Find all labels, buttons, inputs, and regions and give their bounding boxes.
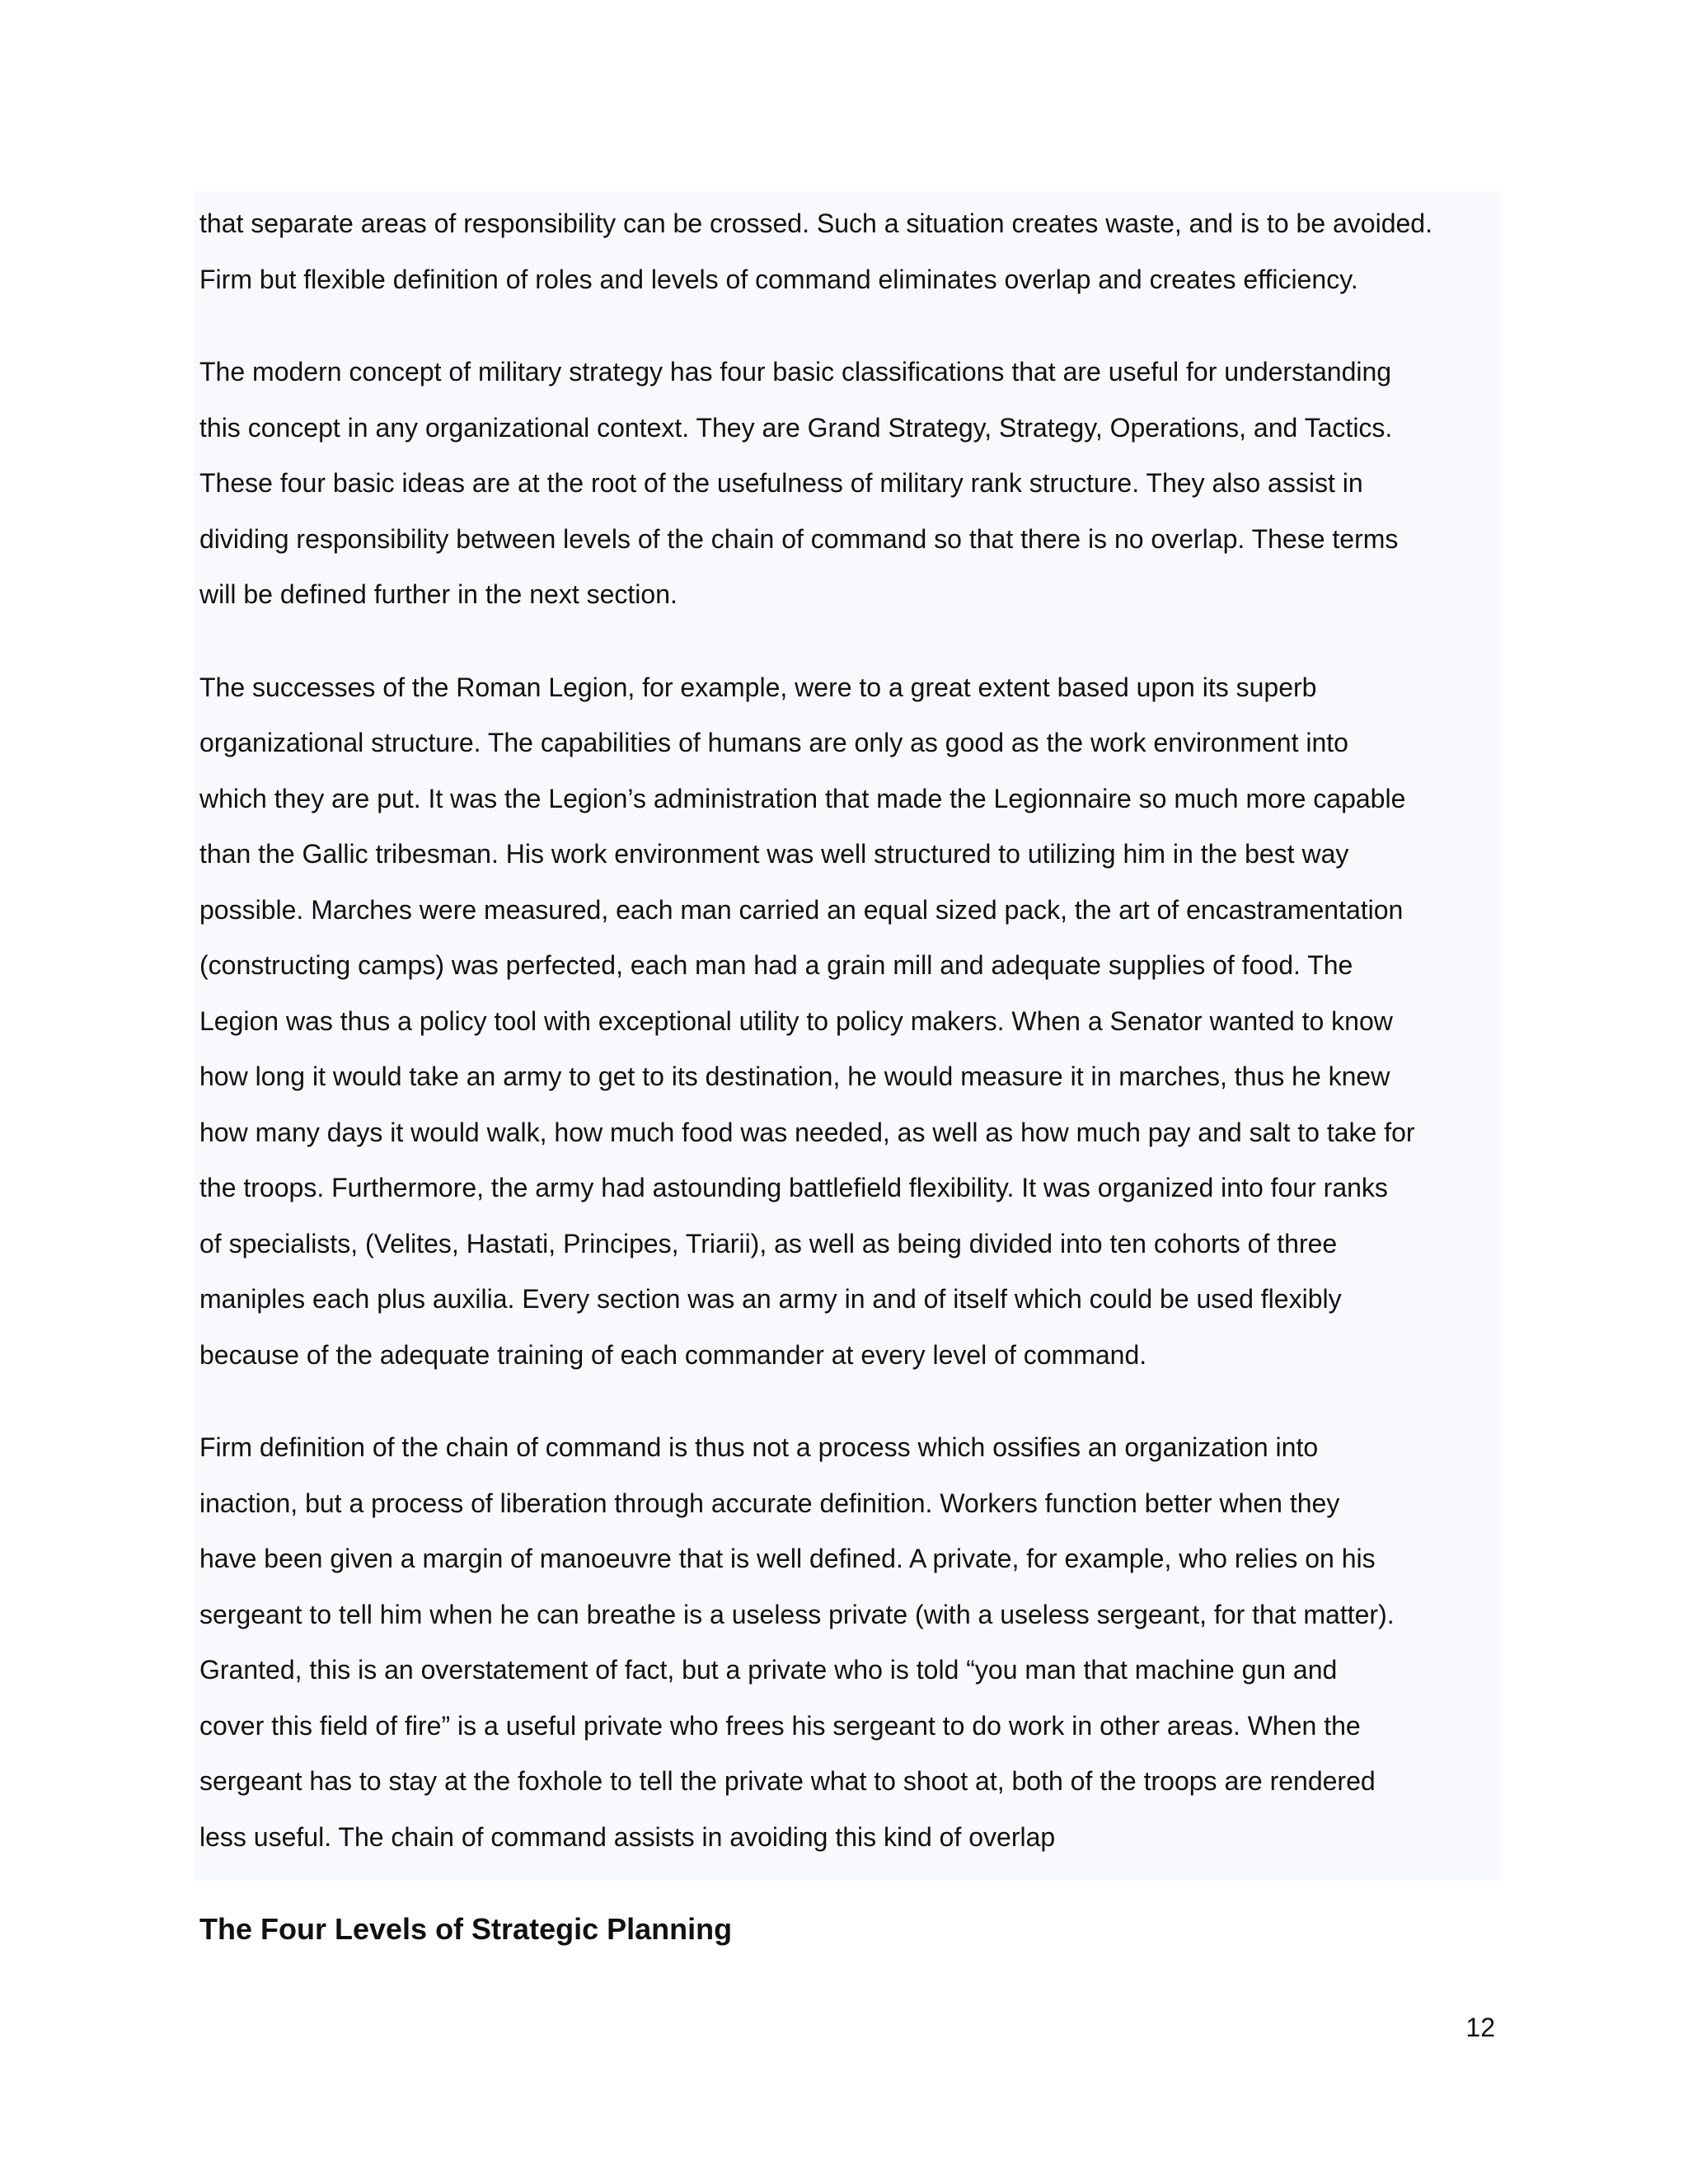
text-line: These four basic ideas are at the root of the usefulness of military rank structure. They also assist in xyxy=(199,468,1363,498)
text-line: have been given a margin of manoeuvre that is well defined. A private, for example, who relies on his xyxy=(199,1544,1376,1573)
paragraph xyxy=(199,1420,1500,1865)
section-heading: The Four Levels of Strategic Planning xyxy=(199,1912,733,1946)
paragraph xyxy=(199,660,1500,1384)
text-line: which they are put. It was the Legion’s administration that made the Legionnaire so much more capable xyxy=(199,783,1406,813)
paragraph xyxy=(199,196,1500,307)
text-line: will be defined further in the next section. xyxy=(199,579,678,609)
text-line: Firm definition of the chain of command is thus not a process which ossifies an organization into xyxy=(199,1432,1319,1462)
text-line: Legion was thus a policy tool with exceptional utility to policy makers. When a Senator wanted to know xyxy=(199,1005,1393,1036)
text-line: this concept in any organizational context. They are Grand Strategy, Strategy, Operations, and Tactics. xyxy=(199,412,1393,443)
text-line: how many days it would walk, how much food was needed, as well as how much pay and salt to take for xyxy=(199,1117,1415,1147)
text-line: cover this field of fire” is a useful private who frees his sergeant to do work in other areas. When the xyxy=(199,1710,1361,1741)
text-line: of specialists, (Velites, Hastati, Principes, Triarii), as well as being divided into ten cohorts of three xyxy=(199,1228,1338,1258)
text-line: Firm but flexible definition of roles and levels of command eliminates overlap and creates efficiency. xyxy=(199,264,1358,294)
body-text xyxy=(199,196,1500,1902)
page-number: 12 xyxy=(1465,2013,1495,2042)
text-line: that separate areas of responsibility can be crossed. Such a situation creates waste, and is to be avoided. xyxy=(199,209,1432,238)
paragraph xyxy=(199,344,1500,623)
text-line: dividing responsibility between levels of the chain of command so that there is no overlap. These terms xyxy=(199,523,1399,554)
text-line: sergeant to tell him when he can breathe is a useless private (with a useless sergeant, for that matter). xyxy=(199,1599,1395,1629)
text-line: maniples each plus auxilia. Every section was an army in and of itself which could be used flexibly xyxy=(199,1284,1342,1314)
text-line: The modern concept of military strategy has four basic classifications that are useful for understanding xyxy=(199,357,1392,387)
text-line: The successes of the Roman Legion, for example, were to a great extent based upon its superb xyxy=(199,672,1317,702)
text-line: because of the adequate training of each commander at every level of command. xyxy=(199,1339,1147,1370)
text-line: sergeant has to stay at the foxhole to tell the private what to shoot at, both of the troops are rendered xyxy=(199,1766,1376,1796)
text-line: than the Gallic tribesman. His work environment was well structured to utilizing him in the best way xyxy=(199,839,1349,869)
text-line: inaction, but a process of liberation through accurate definition. Workers function better when they xyxy=(199,1488,1340,1518)
text-line: how long it would take an army to get to its destination, he would measure it in marches, thus he knew xyxy=(199,1062,1390,1091)
text-line: Granted, this is an overstatement of fact, but a private who is told “you man that machine gun and xyxy=(199,1655,1338,1685)
text-line: organizational structure. The capabilities of humans are only as good as the work environment into xyxy=(199,728,1348,757)
text-line: the troops. Furthermore, the army had astounding battlefield flexibility. It was organized into four ranks xyxy=(199,1173,1388,1202)
text-line: (constructing camps) was perfected, each man had a grain mill and adequate supplies of food. The xyxy=(199,950,1353,980)
text-line: less useful. The chain of command assists in avoiding this kind of overlap xyxy=(199,1821,1056,1852)
text-line: possible. Marches were measured, each man carried an equal sized pack, the art of encastramentation xyxy=(199,894,1404,925)
